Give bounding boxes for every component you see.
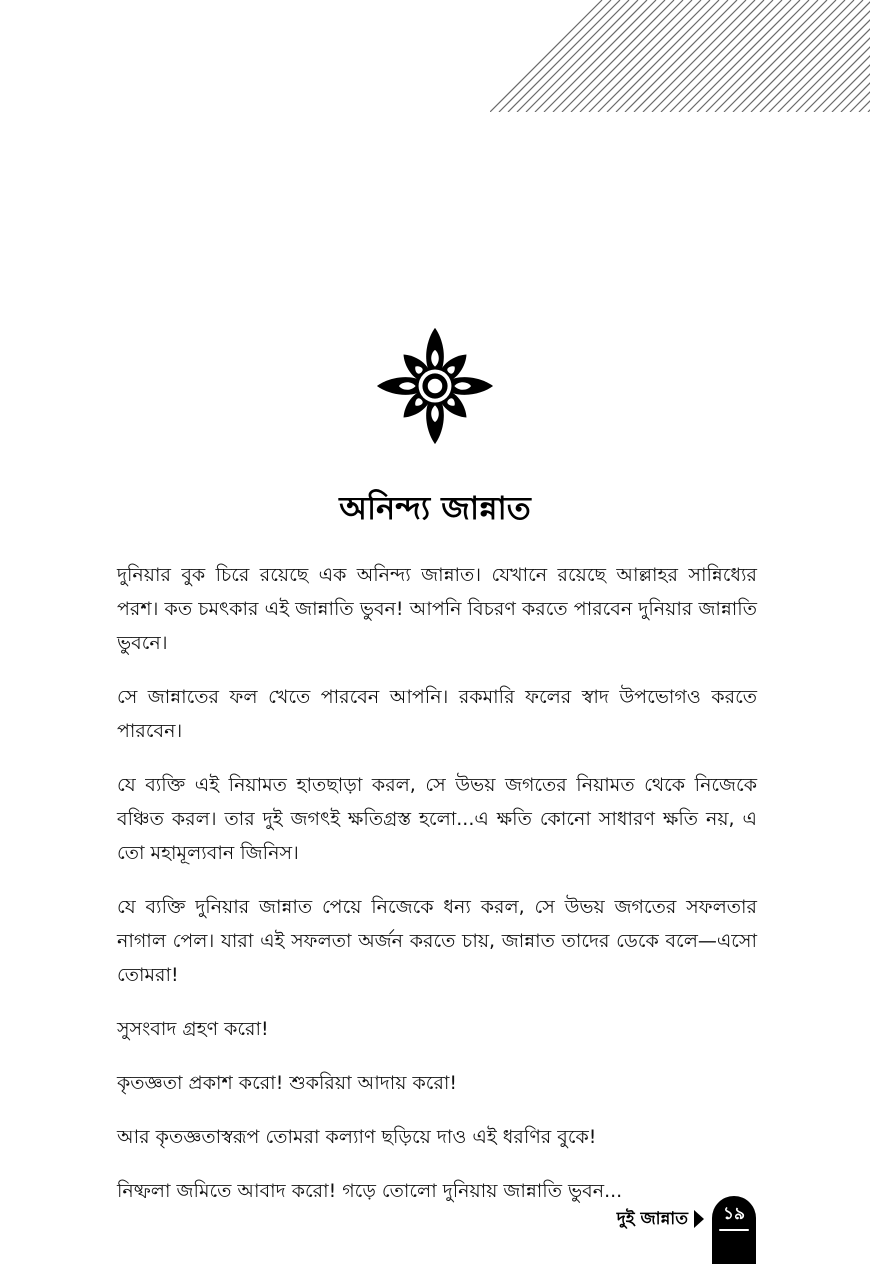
paragraph: যে ব্যক্তি এই নিয়ামত হাতছাড়া করল, সে উভয় জগতের নিয়ামত থেকে নিজেকে বঞ্চিত করল। তার দুই জগৎই ক্ষতিগ্রস্ত হলো...এ ক্ষতি কোনো সাধারণ ক্ষতি নয়, এ তো মহামূল্যবান জিনিস। [117,774,757,864]
hatch-line [715,0,827,112]
corner-hatch-decoration [490,0,870,112]
hatch-line [625,0,737,112]
hatch-line [643,0,755,112]
hatch-line [742,0,854,112]
paragraph: দুনিয়ার বুক চিরে রয়েছে এক অনিন্দ্য জান্নাত। যেখানে রয়েছে আল্লাহর সান্নিধ্যের পরশ। কত চমৎকার এই জান্নাতি ভুবন! আপনি বিচরণ করতে পারবেন দুনিয়ার জান্নাতি ভুবনে। [117,564,757,654]
page-number-underline [719,1229,749,1231]
hatch-line [760,0,870,112]
running-footer-title: দুই জান্নাত [616,1209,688,1229]
hatch-line [553,0,665,112]
hatch-line [652,0,764,112]
hatch-line [688,0,800,112]
hatch-line [616,0,728,112]
hatch-line [733,0,845,112]
hatch-line [544,0,656,112]
hatch-line [499,0,611,112]
chapter-title: অনিন্দ্য জান্নাত [339,489,531,527]
hatch-line [589,0,701,112]
hatch-line [706,0,818,112]
paragraph: নিষ্ফলা জমিতে আবাদ করো! গড়ে তোলো দুনিয়ায় জান্নাতি ভুবন... [117,1180,623,1202]
hatch-line [508,0,620,112]
paragraph: আর কৃতজ্ঞতাস্বরূপ তোমরা কল্যাণ ছড়িয়ে দাও এই ধরণির বুকে! [117,1126,597,1148]
hatch-line [751,0,863,112]
hatch-line [517,0,629,112]
lotus-flower-icon [372,326,498,446]
page-number: ১৯ [722,1204,746,1224]
hatch-line [661,0,773,112]
paragraph: সে জান্নাতের ফল খেতে পারবেন আপনি। রকমারি ফলের স্বাদ উপভোগও করতে পারবেন। [117,686,757,742]
triangle-right-icon [694,1210,704,1228]
chapter-body [117,558,757,1228]
hatch-line [580,0,692,112]
hatch-line [607,0,719,112]
hatch-line [562,0,674,112]
paragraph: কৃতজ্ঞতা প্রকাশ করো! শুকরিয়া আদায় করো! [117,1072,458,1094]
hatch-line [850,0,870,112]
hatch-line [490,0,602,112]
hatch-line [634,0,746,112]
hatch-line [724,0,836,112]
hatch-line [571,0,683,112]
paragraph: সুসংবাদ গ্রহণ করো! [117,1018,269,1040]
hatch-line [598,0,710,112]
hatch-line [526,0,638,112]
hatch-line [535,0,647,112]
hatch-line [697,0,809,112]
hatch-line [670,0,782,112]
paragraph: যে ব্যক্তি দুনিয়ার জান্নাত পেয়ে নিজেকে ধন্য করল, সে উভয় জগতের সফলতার নাগাল পেল। যারা এই সফলতা অর্জন করতে চায়, জান্নাত তাদের ডেকে বলে—এসো তোমরা! [117,896,757,986]
hatch-line [679,0,791,112]
